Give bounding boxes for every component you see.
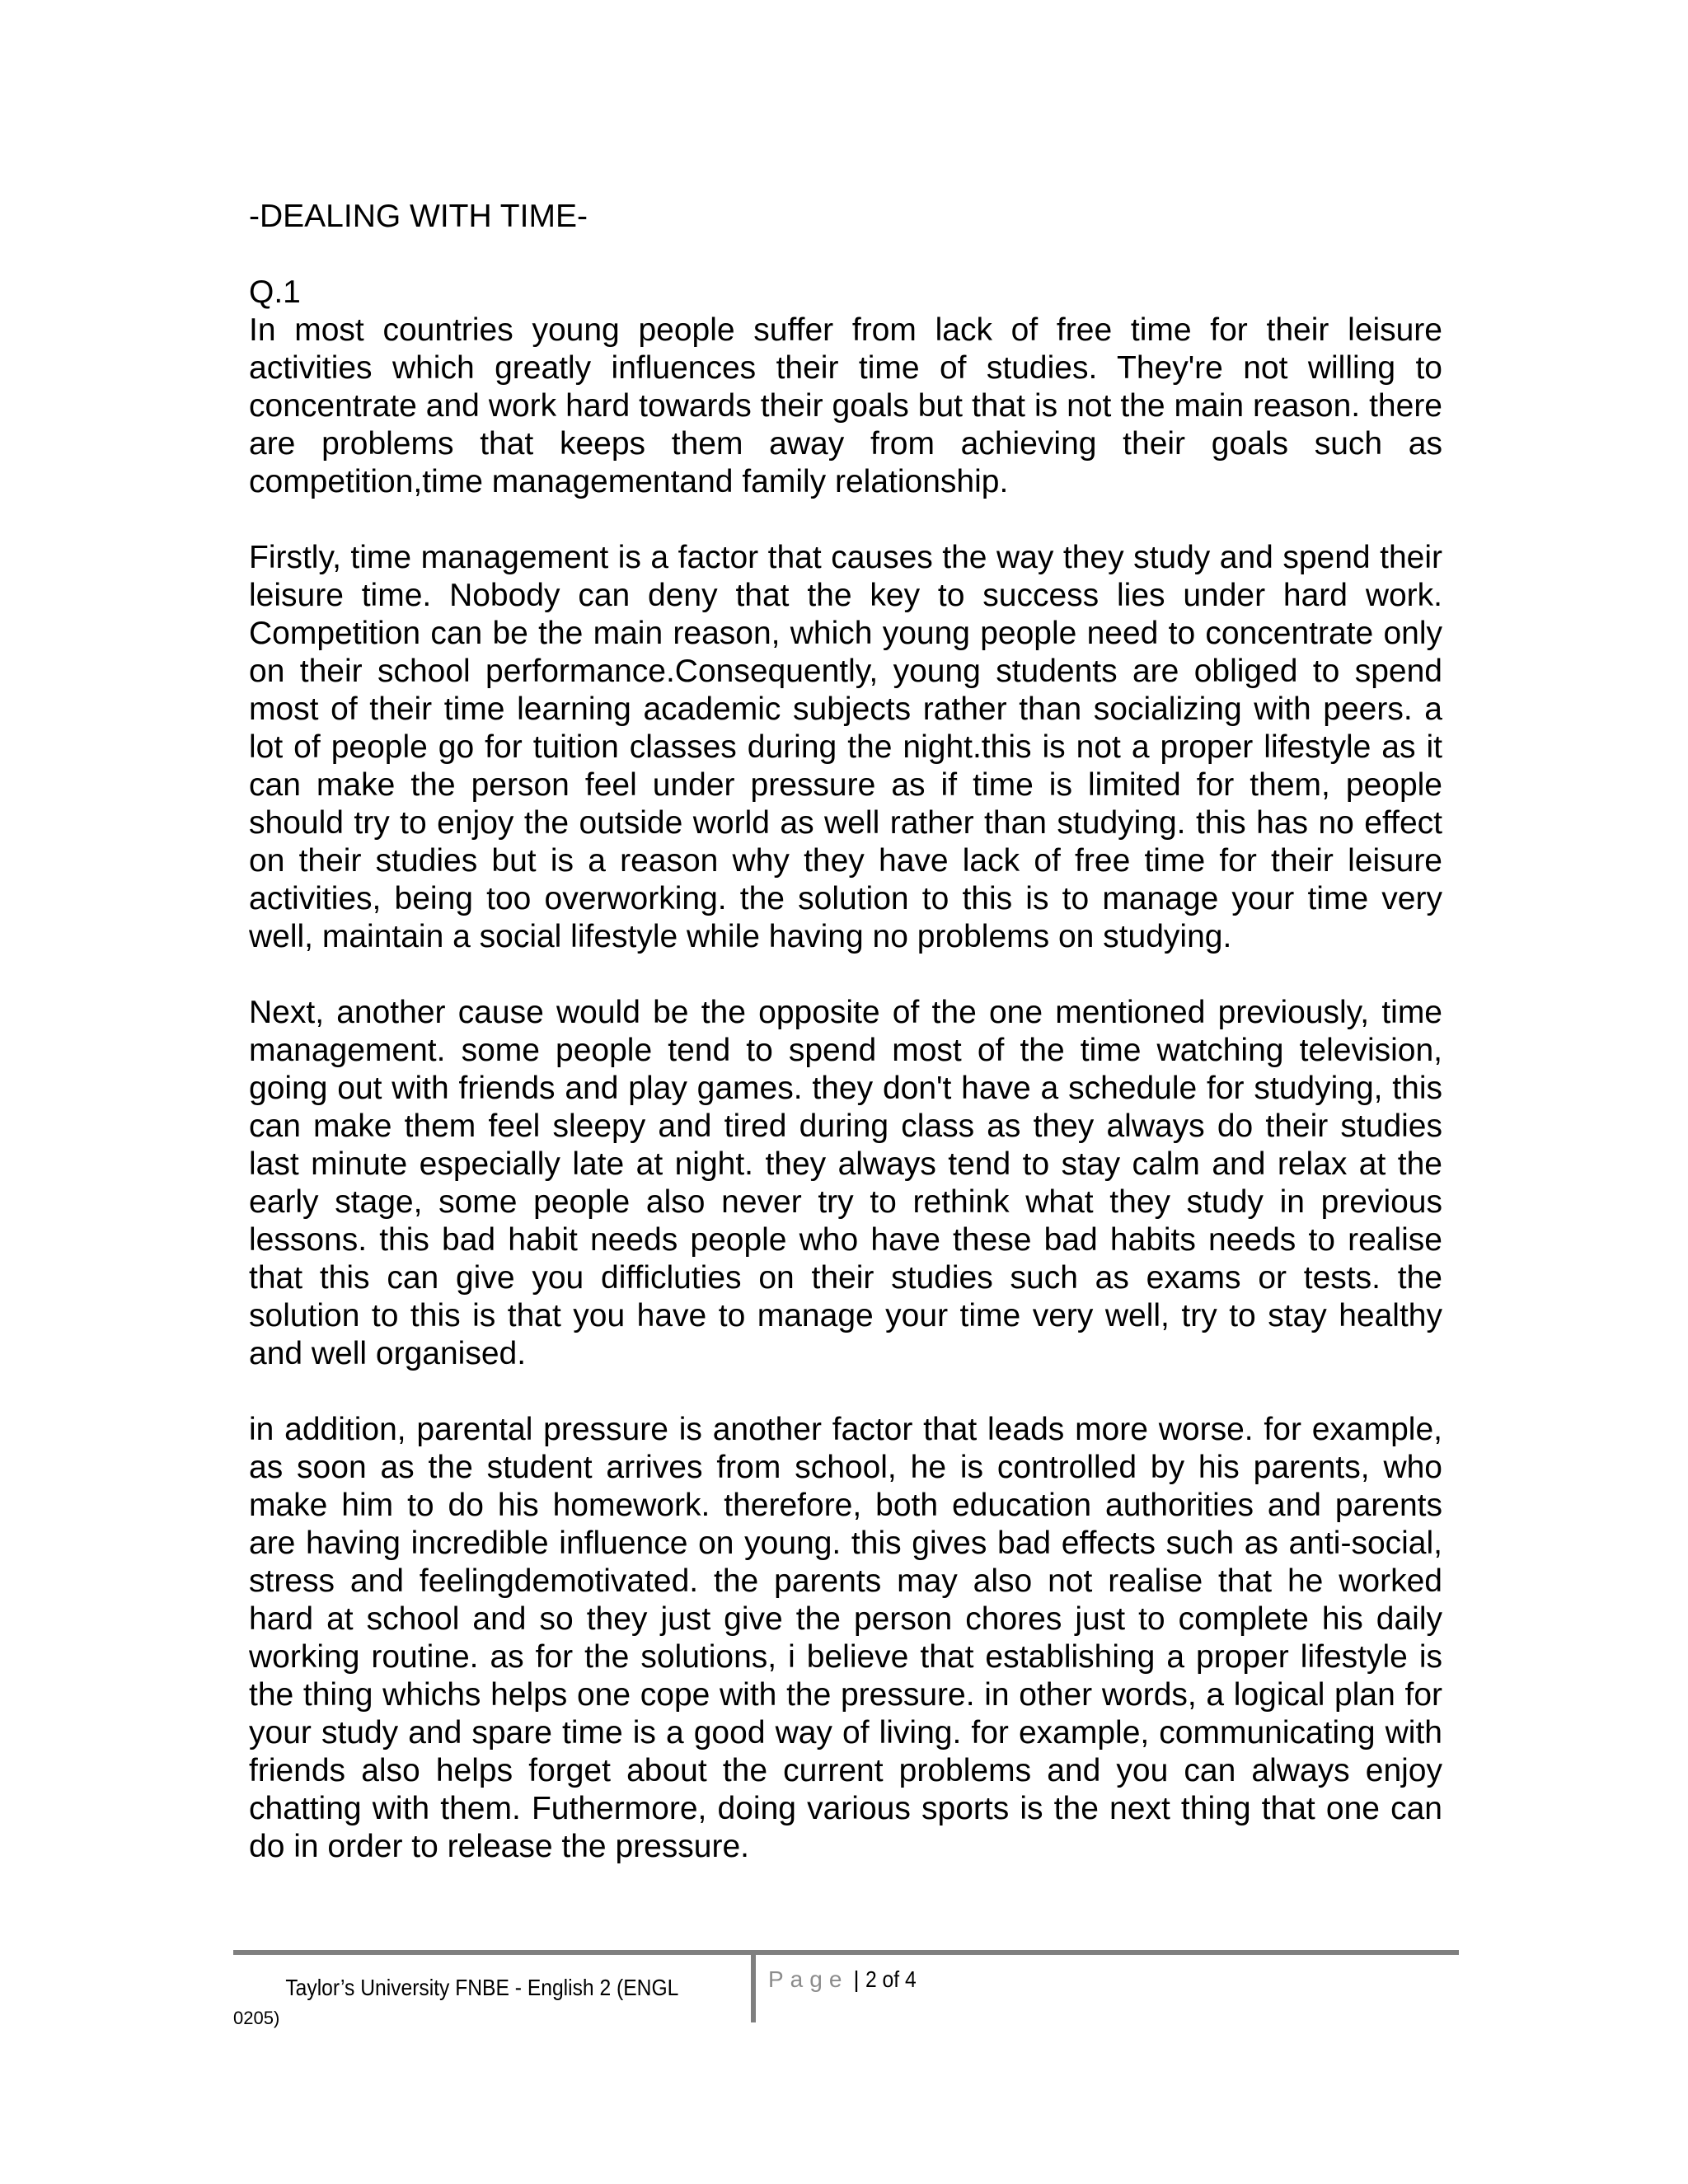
footer-course xyxy=(233,1961,748,2027)
document-title: -DEALING WITH TIME- xyxy=(249,199,588,234)
paragraph-next: Next, another cause would be the opposite of the one mentioned previously, time management. some people tend to spend most of the time watching television, going out with friends and play games. they don't have a schedule for studying, this can make them feel sleepy and tired during class as they always do their studies last minute especially late at night. they always tend to stay calm and relax at the early stage, some people also never try to rethink what they study in previous lessons. this bad habit needs people who have these bad habits needs to realise that this can give you difficluties on their studies such as exams or tests. the solution to this is that you have to manage your time very well, try to stay healthy and well organised. xyxy=(249,995,1442,1371)
footer-page-info xyxy=(768,1961,924,1998)
footer-course-line1: Taylor’s University FNBE - English 2 (ENGL xyxy=(285,1975,679,2000)
paragraph-intro: In most countries young people suffer from lack of free time for their leisure activities which greatly influences their time of studies. They're not willing to concentrate and work hard towards their goals but that is not the main reason. there are problems that keeps them away from achieving their goals such as competition,time managementand family relationship. xyxy=(249,312,1442,499)
footer-page-separator: | xyxy=(853,1966,860,1992)
footer-divider xyxy=(751,1955,756,2022)
footer-course-line2: 0205) xyxy=(233,2008,280,2028)
paragraph-firstly: Firstly, time management is a factor that causes the way they study and spend their leisure time. Nobody can deny that the key to success lies under hard work. Competition can be the main reason, which young people need to concentrate only on their school performance.Consequently, young students are obliged to spend most of their time learning academic subjects rather than socializing with peers. a lot of people go for tuition classes during the night.this is not a proper lifestyle as it can make the person feel under pressure as if time is limited for them, people should try to enjoy the outside world as well rather than studying. this has no effect on their studies but is a reason why they have lack of free time for their leisure activities, being too overworking. the solution to this is to manage your time very well, maintain a social lifestyle while having no problems on studying. xyxy=(249,540,1442,954)
footer-rule xyxy=(233,1950,1459,1955)
document-body xyxy=(249,198,1442,1904)
question-label: Q.1 xyxy=(249,274,301,310)
paragraph-in-addition: in addition, parental pressure is another factor that leads more worse. for example, as soon as the student arrives from school, he is controlled by his parents, who make him to do his homework. therefore, both education authorities and parents are having incredible influence on young. this gives bad effects such as anti-social, stress and feelingdemotivated. the parents may also not realise that he worked hard at school and so they just give the person chores just to complete his daily working routine. as for the solutions, i believe that establishing a proper lifestyle is the thing whichs helps one cope with the pressure. in other words, a logical plan for your study and spare time is a good way of living. for example, communicating with friends also helps forget about the current problems and you can always enjoy chatting with them. Futhermore, doing various sports is the next thing that one can do in order to release the pressure. xyxy=(249,1412,1442,1864)
footer-page-number: 2 of 4 xyxy=(865,1966,917,1992)
footer-page-word: Page xyxy=(768,1966,849,1992)
